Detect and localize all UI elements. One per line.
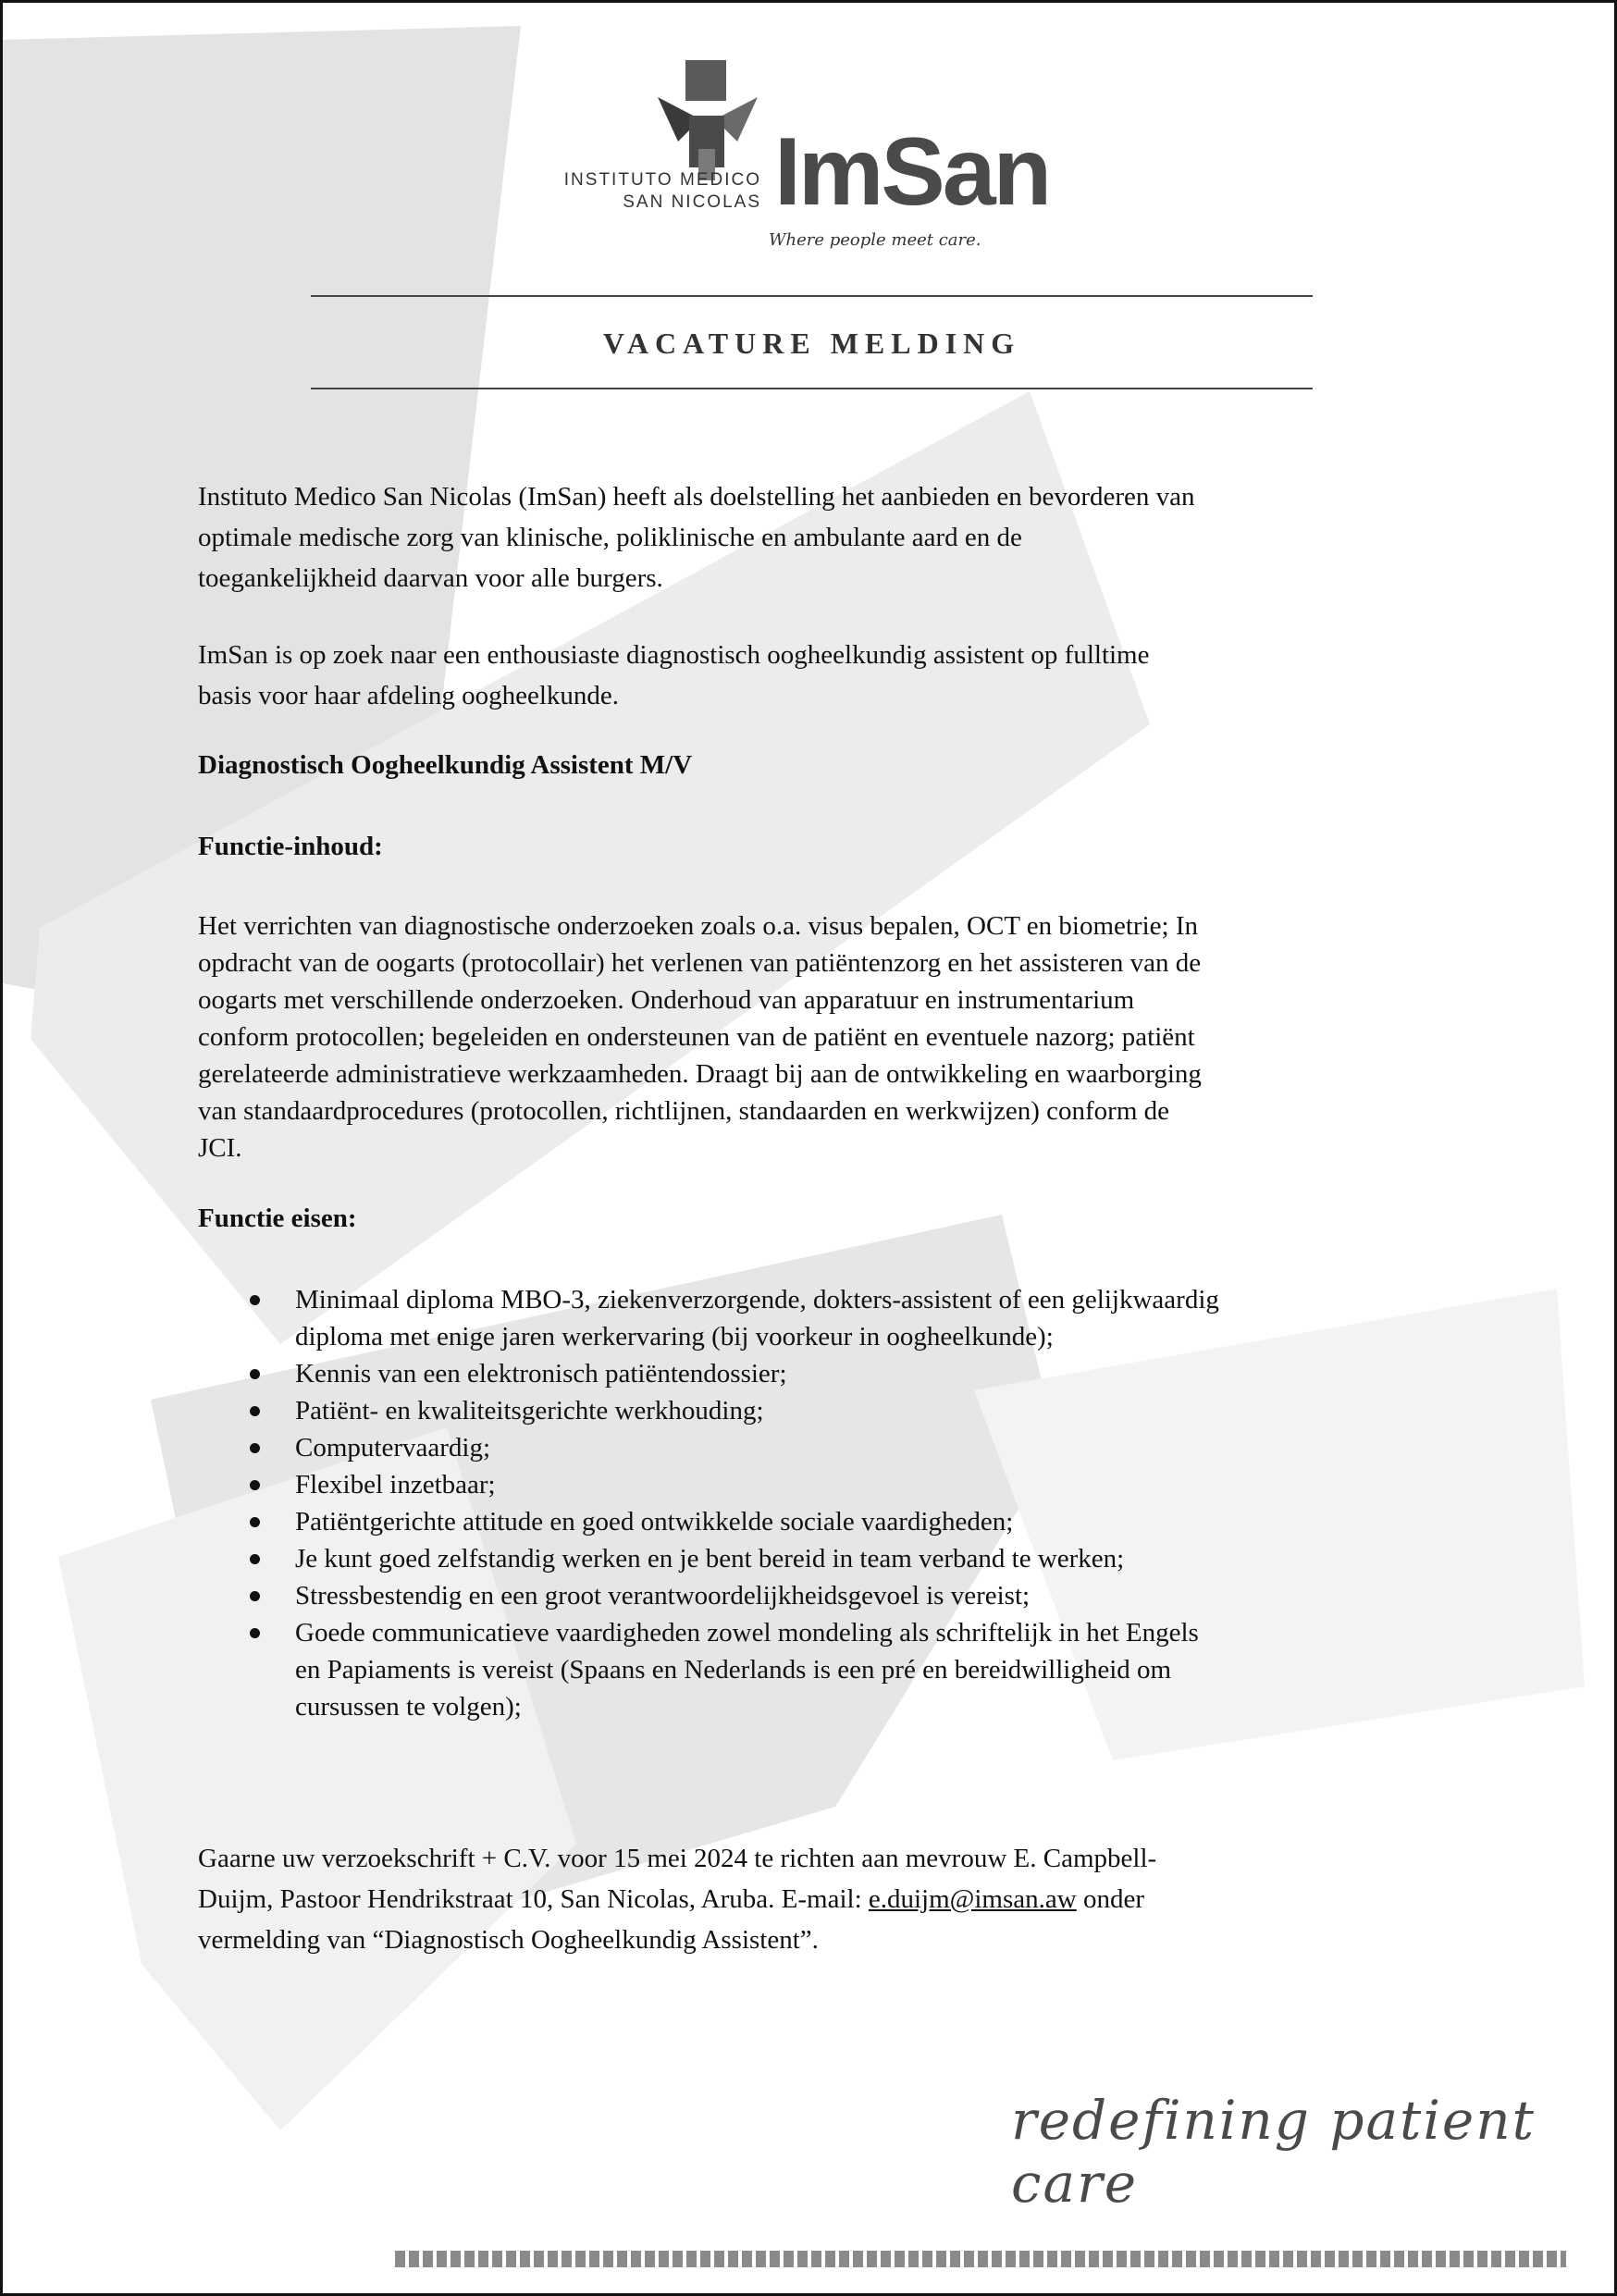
- list-item: Computervaardig;: [198, 1429, 1438, 1466]
- requirements-list: [198, 1281, 1438, 1725]
- closing-paragraph: Gaarne uw verzoekschrift + C.V. voor 15 mei 2024 te richten aan mevrouw E. Campbell- Duijm, Pastoor Hendrikstraat 10, San Nicolas, Aruba. E-mail: e.duijm@imsan.aw onder vermelding van “Diagnostisch Oogheelkundig Assistent”.: [198, 1844, 1157, 1955]
- list-item: Stressbestendig en een groot verantwoordelijkheidsgevoel is vereist;: [198, 1577, 1438, 1614]
- bullet-icon: [250, 1443, 260, 1453]
- bottom-divider: [311, 388, 1313, 389]
- bullet-icon: [250, 1406, 260, 1416]
- logo-cross-icon: [658, 60, 759, 180]
- list-item: Goede communicatieve vaardigheden zowel mondeling als schriftelijk in het Engels en Papiaments is vereist (Spaans en Nederlands is een pré en bereidwilligheid om cursussen te volgen);: [198, 1614, 1438, 1725]
- content-paragraph: Het verrichten van diagnostische onderzoeken zoals o.a. visus bepalen, OCT en biometrie; In opdracht van de oogarts (protocollair) het verlenen van patiëntenzorg en het assisteren van de oogarts met verschillende onderzoeken. Onderhoud van apparatuur en instrumentarium conform protocollen; begeleiden en ondersteunen van de patiënt en eventuele nazorg; patiënt gerelateerde administratieve werkzaamheden. Draagt bij aan de ontwikkeling en waarborging van standaardprocedures (protocollen, richtlijnen, standaarden en werkwijzen) conform de JCI.: [198, 911, 1202, 1163]
- vacancy-paragraph: ImSan is op zoek naar een enthousiaste diagnostisch oogheelkundig assistent op fulltime basis voor haar afdeling oogheelkunde.: [198, 640, 1150, 710]
- logo-name: ImSan: [774, 118, 1050, 226]
- page-title: VACATURE MELDING: [602, 327, 1021, 360]
- list-item: Je kunt goed zelfstandig werken en je bent bereid in team verband te werken;: [198, 1540, 1438, 1577]
- bullet-icon: [250, 1628, 260, 1638]
- intro-paragraph: Instituto Medico San Nicolas (ImSan) heeft als doelstelling het aanbieden en bevorderen van optimale medische zorg van klinische, poliklinische en ambulante aard en de toegankelijkheid daarvan voor alle burgers.: [198, 482, 1195, 593]
- email-link[interactable]: e.duijm@imsan.aw: [868, 1884, 1077, 1914]
- bullet-icon: [250, 1480, 260, 1490]
- list-item: Kennis van een elektronisch patiëntendossier;: [198, 1355, 1438, 1392]
- requirements-heading: Functie eisen:: [198, 1204, 357, 1233]
- footer-slogan: redefining patient care: [1011, 2089, 1536, 2215]
- bullet-icon: [250, 1554, 260, 1564]
- top-divider: [311, 295, 1313, 297]
- job-title: Diagnostisch Oogheelkundig Assistent M/V: [198, 750, 693, 780]
- bullet-icon: [250, 1591, 260, 1601]
- list-item: Patiënt- en kwaliteitsgerichte werkhouding;: [198, 1392, 1438, 1429]
- logo-tagline: Where people meet care.: [769, 230, 981, 250]
- list-item: Patiëntgerichte attitude en goed ontwikkelde sociale vaardigheden;: [198, 1503, 1438, 1540]
- content-heading: Functie-inhoud:: [198, 832, 383, 861]
- bullet-icon: [250, 1369, 260, 1379]
- imsan-logo: [556, 60, 1074, 258]
- footer-dash-bar: [395, 2251, 1566, 2267]
- list-item: Minimaal diploma MBO-3, ziekenverzorgende, dokters-assistent of een gelijkwaardig diploma met enige jaren werkervaring (bij voorkeur in oogheelkunde);: [198, 1281, 1438, 1355]
- logo-institute-text: INSTITUTO MEDICO SAN NICOLAS: [563, 170, 761, 212]
- list-item: Flexibel inzetbaar;: [198, 1466, 1438, 1503]
- bullet-icon: [250, 1295, 260, 1305]
- bullet-icon: [250, 1517, 260, 1527]
